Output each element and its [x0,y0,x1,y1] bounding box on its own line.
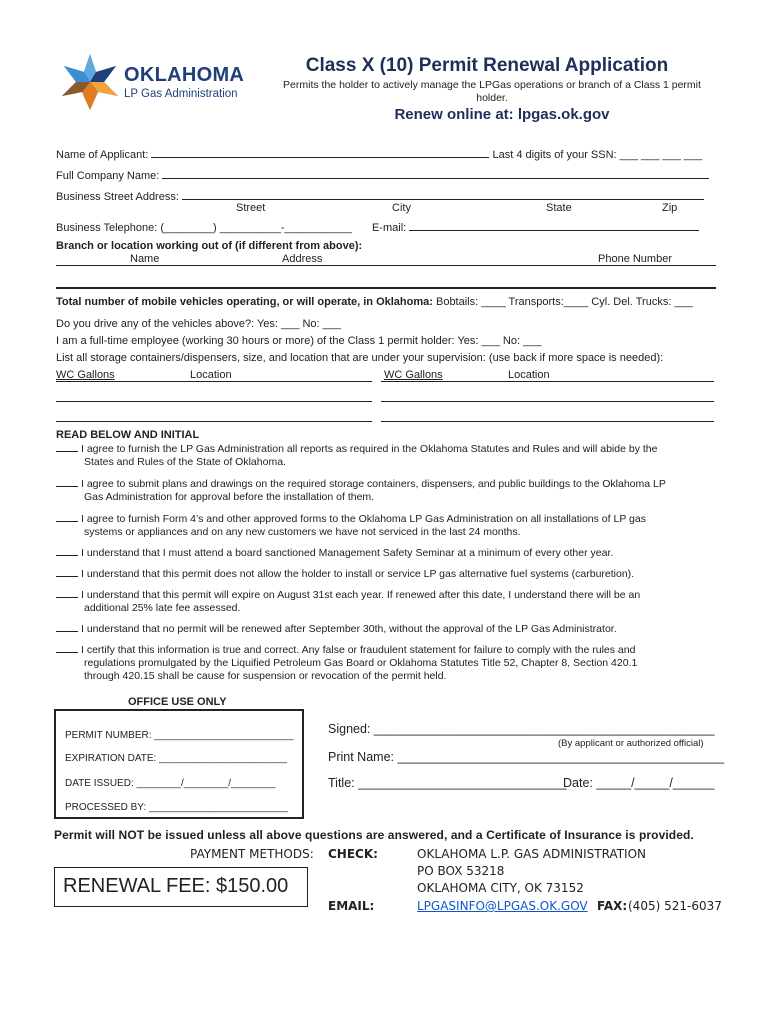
permit-number-field[interactable]: PERMIT NUMBER: _________________________ [65,730,294,741]
initial-item: I agree to furnish Form 4’s and other approved forms to the Oklahoma LP Gas Administration on all installations of LP gas systems or appliances and on any new customers we have not serviced in the last 24 months. [56,511,716,539]
storage-col-location-1: Location [190,369,232,381]
drive-question[interactable]: Do you drive any of the vehicles above?: Yes: ___ No: ___ [56,318,341,330]
office-use-heading: OFFICE USE ONLY [128,696,227,708]
address-sub-state: State [546,202,572,214]
initial-blank[interactable] [56,587,78,598]
applicant-name-label: Name of Applicant: [56,149,149,161]
initial-item: I understand that no permit will be renewed after September 30th, without the approval of the LP Gas Administrator. [56,621,716,636]
agency-logo [58,52,248,112]
storage-line[interactable] [381,381,714,382]
address-sub-street: Street [236,202,266,214]
initial-item: I understand that I must attend a board sanctioned Management Safety Seminar at a minimum of every other year. [56,545,716,560]
date-issued-field[interactable]: DATE ISSUED: ________/________/________ [65,778,276,789]
title-field[interactable]: Title: ______________________________ [328,776,567,790]
initial-blank[interactable] [56,441,78,452]
initial-item: I understand that this permit does not allow the holder to install or service LP gas alternative fuel systems (carburetion). [56,566,716,581]
initial-item: I understand that this permit will expire on August 31st each year. If renewed after this date, I understand there will be an additional 25% late fee assessed. [56,587,716,615]
storage-col-wc-1: WC Gallons [56,369,115,381]
initial-blank[interactable] [56,476,78,487]
vehicles-label: Total number of mobile vehicles operating, or will operate, in Oklahoma: [56,296,433,308]
initial-blank[interactable] [56,621,78,632]
address-row [56,188,716,204]
email-label: E-mail: [371,222,407,234]
storage-line[interactable] [56,401,372,402]
fax-label: FAX: [597,899,628,913]
insurance-warning: Permit will NOT be issued unless all above questions are answered, and a Certificate of Insurance is provided. [54,828,694,842]
mail-address-line3: OKLAHOMA CITY, OK 73152 [417,881,584,895]
mail-address-line1: OKLAHOMA L.P. GAS ADMINISTRATION [417,847,646,861]
mail-address-line2: PO BOX 53218 [417,864,505,878]
branch-line-2[interactable] [56,287,716,289]
branch-sub-phone: Phone Number [598,253,672,265]
logo-name: OKLAHOMA [124,64,245,86]
branch-label: Branch or location working out of (if different from above): [56,240,363,252]
print-name-field[interactable]: Print Name: _______________________________________________ [328,750,725,764]
applicant-name-row [56,146,716,162]
initial-blank[interactable] [56,511,78,522]
initial-item: I certify that this information is true and correct. Any false or fraudulent statement for failure to comply with the rules and regulations promulgated by the Liquified Petroleum Gas Board or Oklahoma Statutes Title 52, Chapter 8, Section 420.1 through 420.15 shall be cause for suspension or revocation of the permit held. [56,642,716,683]
ssn-label[interactable]: Last 4 digits of your SSN: ___ ___ ___ ___ [492,149,703,161]
fax-number: (405) 521-6037 [628,899,722,913]
page-subtitle-line2: holder. [476,92,508,104]
initial-item: I agree to furnish the LP Gas Administration all reports as required in the Oklahoma Statutes and Rules and will abide by the States and Rules of the State of Oklahoma. [56,441,716,469]
office-use-box [54,709,304,819]
initial-blank[interactable] [56,545,78,556]
expiration-date-field[interactable]: EXPIRATION DATE: _______________________ [65,753,288,764]
date-field[interactable]: Date: _____/_____/______ [563,776,715,790]
company-row [56,167,716,183]
page-title: Class X (10) Permit Renewal Application [305,55,669,76]
payment-methods-label: PAYMENT METHODS: [190,847,314,861]
vehicles-fields[interactable]: Bobtails: ____ Transports:____ Cyl. Del. Trucks: ___ [435,296,693,308]
renew-online-link[interactable]: Renew online at: lpgas.ok.gov [394,106,610,123]
initials-heading: READ BELOW AND INITIAL [56,429,200,441]
address-sub-zip: Zip [662,202,678,214]
signed-note: (By applicant or authorized official) [558,738,704,749]
star-logo-icon [58,52,122,112]
signed-field[interactable]: Signed: _________________________________________________ [328,722,715,736]
branch-sub-name: Name [130,253,160,265]
address-field[interactable] [182,188,704,200]
email-field[interactable] [409,219,699,231]
email-pay-label: EMAIL: [328,899,375,913]
storage-question: List all storage containers/dispensers, size, and location that are under your supervision: (use back if more space is needed): [56,352,664,364]
branch-sub-address: Address [282,253,323,265]
storage-col-location-2: Location [508,369,550,381]
initial-blank[interactable] [56,566,78,577]
storage-col-wc-2: WC Gallons [384,369,443,381]
company-field[interactable] [162,167,709,179]
page-subtitle-line1: Permits the holder to actively manage the LPGas operations or branch of a Class 1 permit [283,79,701,91]
telephone-row [56,219,716,235]
address-label: Business Street Address: [56,191,179,203]
storage-line[interactable] [56,421,372,422]
fulltime-question[interactable]: I am a full-time employee (working 30 hours or more) of the Class 1 permit holder: Yes: ___ No: ___ [56,335,542,347]
company-label: Full Company Name: [56,170,160,182]
processed-by-field[interactable]: PROCESSED BY: _________________________ [65,802,288,813]
initial-item: I agree to submit plans and drawings on the required storage containers, dispensers, and public buildings to the Oklahoma LP Gas Administration for approval before the installation of them. [56,476,716,504]
initial-blank[interactable] [56,642,78,653]
email-link[interactable]: LPGASINFO@LPGAS.OK.GOV [417,899,588,913]
applicant-name-field[interactable] [151,146,489,158]
logo-subtitle: LP Gas Administration [124,88,238,100]
storage-line[interactable] [381,401,714,402]
vehicles-row [56,296,726,309]
telephone-field[interactable]: Business Telephone: (________) __________-___________ [56,222,352,234]
renewal-fee: RENEWAL FEE: $150.00 [63,875,289,897]
address-sub-city: City [392,202,411,214]
check-label: CHECK: [328,847,378,861]
renewal-fee-box [54,867,308,907]
storage-line[interactable] [381,421,714,422]
storage-line[interactable] [56,381,372,382]
